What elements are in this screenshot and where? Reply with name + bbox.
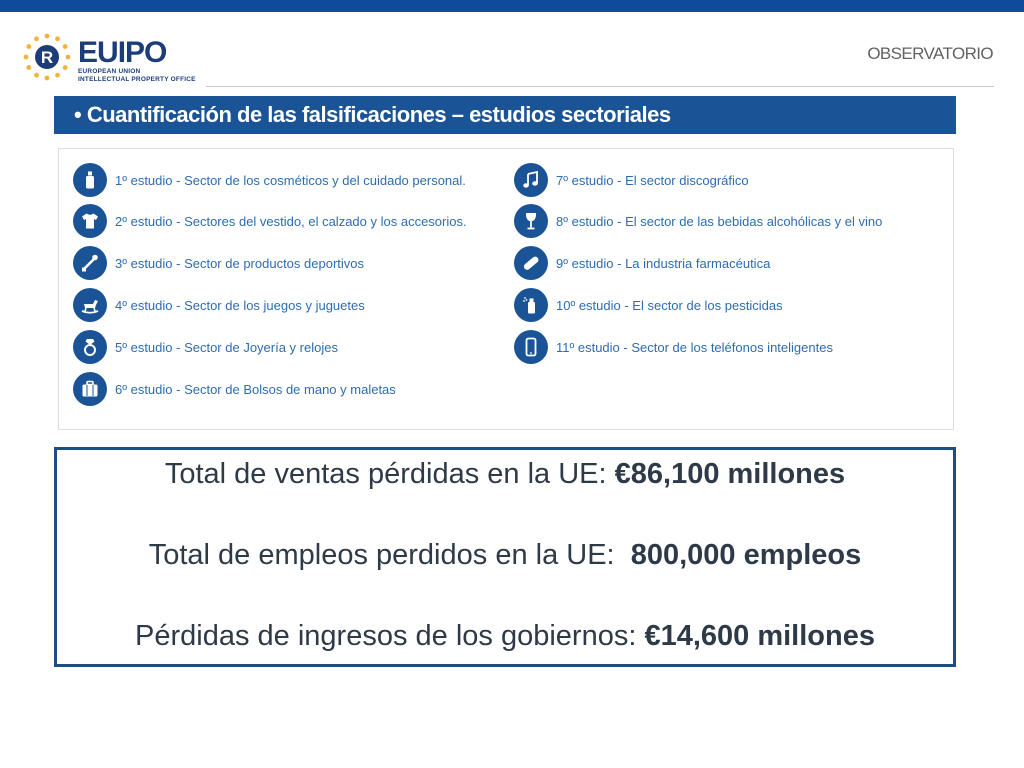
study-item bbox=[514, 163, 749, 197]
total-sales-label: Total de ventas pérdidas en la UE: bbox=[164, 458, 615, 490]
euipo-logo bbox=[22, 32, 202, 84]
total-revenue-label: Pérdidas de ingresos de los gobiernos: bbox=[135, 620, 645, 652]
total-jobs-line bbox=[57, 539, 953, 572]
eu-stars-logo-icon bbox=[22, 32, 72, 82]
study-item bbox=[73, 288, 365, 322]
top-accent-bar bbox=[0, 0, 1024, 12]
total-jobs-label: Total de empleos perdidos en la UE: bbox=[148, 539, 631, 571]
totals-box bbox=[54, 447, 956, 667]
logo-wordmark bbox=[78, 38, 166, 68]
study-item bbox=[514, 330, 833, 364]
study-item bbox=[514, 288, 783, 322]
study-label: 1º estudio - Sector de los cosméticos y del cuidado personal. bbox=[115, 172, 466, 188]
study-item bbox=[73, 330, 338, 364]
wine-icon bbox=[514, 204, 548, 238]
study-label: 6º estudio - Sector de Bolsos de mano y maletas bbox=[115, 381, 396, 397]
study-label: 7º estudio - El sector discográfico bbox=[556, 172, 749, 188]
logo-eu: EU bbox=[78, 36, 118, 69]
logo-subtitle bbox=[78, 68, 196, 83]
svg-text:R: R bbox=[40, 48, 54, 67]
tshirt-icon bbox=[73, 204, 107, 238]
logo-sub-line1: EUROPEAN UNION bbox=[78, 68, 141, 75]
smartphone-icon bbox=[514, 330, 548, 364]
bottle-icon bbox=[73, 163, 107, 197]
pill-icon bbox=[514, 246, 548, 280]
study-item bbox=[73, 163, 466, 197]
study-label: 9º estudio - La industria farmacéutica bbox=[556, 255, 771, 271]
logo-sub-line2: INTELLECTUAL PROPERTY OFFICE bbox=[78, 75, 196, 83]
section-title: • Cuantificación de las falsificaciones – estudios sectoriales bbox=[54, 96, 956, 134]
total-sales-value: €86,100 millones bbox=[614, 458, 846, 490]
total-sales-line bbox=[57, 458, 953, 491]
study-label: 10º estudio - El sector de los pesticidas bbox=[556, 297, 783, 313]
spray-icon bbox=[514, 288, 548, 322]
total-jobs-value: 800,000 empleos bbox=[630, 539, 862, 571]
study-item bbox=[514, 246, 770, 280]
study-item bbox=[73, 204, 467, 238]
observatory-label: OBSERVATORIO bbox=[867, 44, 993, 63]
study-label: 8º estudio - El sector de las bebidas alcohólicas y el vino bbox=[556, 213, 883, 229]
study-label: 11º estudio - Sector de los teléfonos inteligentes bbox=[556, 339, 833, 355]
suitcase-icon bbox=[73, 372, 107, 406]
study-label: 3º estudio - Sector de productos deportivos bbox=[115, 255, 364, 271]
total-revenue-line bbox=[57, 620, 953, 653]
header-divider bbox=[206, 86, 994, 87]
study-label: 5º estudio - Sector de Joyería y relojes bbox=[115, 339, 338, 355]
study-item bbox=[73, 246, 364, 280]
music-note-icon bbox=[514, 163, 548, 197]
sports-icon bbox=[73, 246, 107, 280]
study-item bbox=[73, 372, 396, 406]
studies-panel bbox=[58, 148, 954, 430]
ring-icon bbox=[73, 330, 107, 364]
total-revenue-value: €14,600 millones bbox=[644, 620, 875, 652]
logo-ipo: IPO bbox=[117, 36, 167, 69]
rocking-horse-icon bbox=[73, 288, 107, 322]
study-label: 2º estudio - Sectores del vestido, el calzado y los accesorios. bbox=[115, 213, 467, 229]
study-label: 4º estudio - Sector de los juegos y juguetes bbox=[115, 297, 365, 313]
study-item bbox=[514, 204, 882, 238]
